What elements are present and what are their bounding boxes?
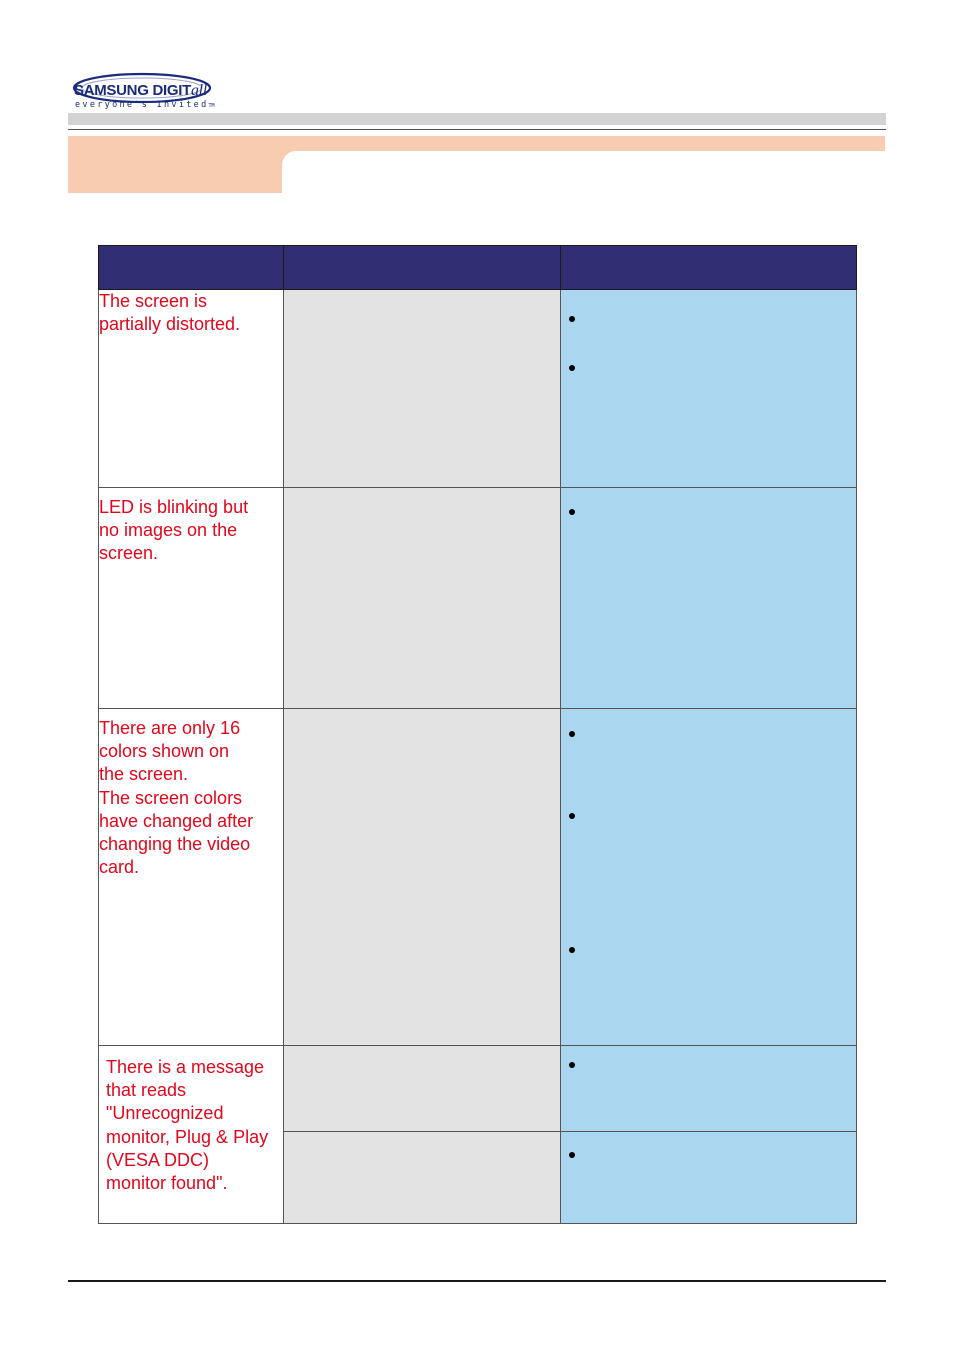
symptom-cell: The screen is partially distorted. — [99, 290, 284, 488]
check-cell — [284, 1132, 561, 1224]
check-cell — [284, 1046, 561, 1132]
check-cell — [284, 488, 561, 709]
section-tab-corner — [282, 151, 296, 165]
solution-cell — [561, 709, 857, 1046]
bullet-icon — [569, 731, 575, 737]
bullet-icon — [569, 509, 575, 515]
table-header-row — [99, 246, 857, 290]
table-row — [99, 488, 857, 709]
footer-rule — [68, 1280, 886, 1282]
solution-cell — [561, 290, 857, 488]
bullet-icon — [569, 947, 575, 953]
solution-cell — [561, 1132, 857, 1224]
table-row — [99, 290, 857, 488]
solution-cell — [561, 1046, 857, 1132]
header-solutions — [561, 246, 857, 290]
bullet-icon — [569, 316, 575, 322]
header-grey-band — [68, 113, 886, 125]
check-cell — [284, 709, 561, 1046]
bullet-icon — [569, 1062, 575, 1068]
bullet-icon — [569, 365, 575, 371]
solution-cell — [561, 488, 857, 709]
logo-tagline: everyone's InvitedTM — [75, 100, 215, 110]
symptom-cell: There is a message that reads "Unrecognized monitor, Plug & Play (VESA DDC) monitor found". — [99, 1046, 284, 1224]
table-row — [99, 709, 857, 1046]
table-row — [99, 1046, 857, 1132]
samsung-digitall-logo — [70, 68, 215, 114]
header-symptoms — [99, 246, 284, 290]
bullet-icon — [569, 813, 575, 819]
header-check-list — [284, 246, 561, 290]
symptom-cell: There are only 16 colors shown on the screen. The screen colors have changed after changing the video card. — [99, 709, 284, 1046]
symptom-cell: LED is blinking but no images on the screen. — [99, 488, 284, 709]
troubleshooting-table — [98, 245, 857, 1224]
section-title-tab — [68, 151, 282, 193]
header-divider — [68, 129, 886, 130]
section-title-band — [68, 136, 885, 151]
bullet-icon — [569, 1152, 575, 1158]
logo-brand: SAMSUNG DIGITall — [74, 82, 207, 99]
check-cell — [284, 290, 561, 488]
